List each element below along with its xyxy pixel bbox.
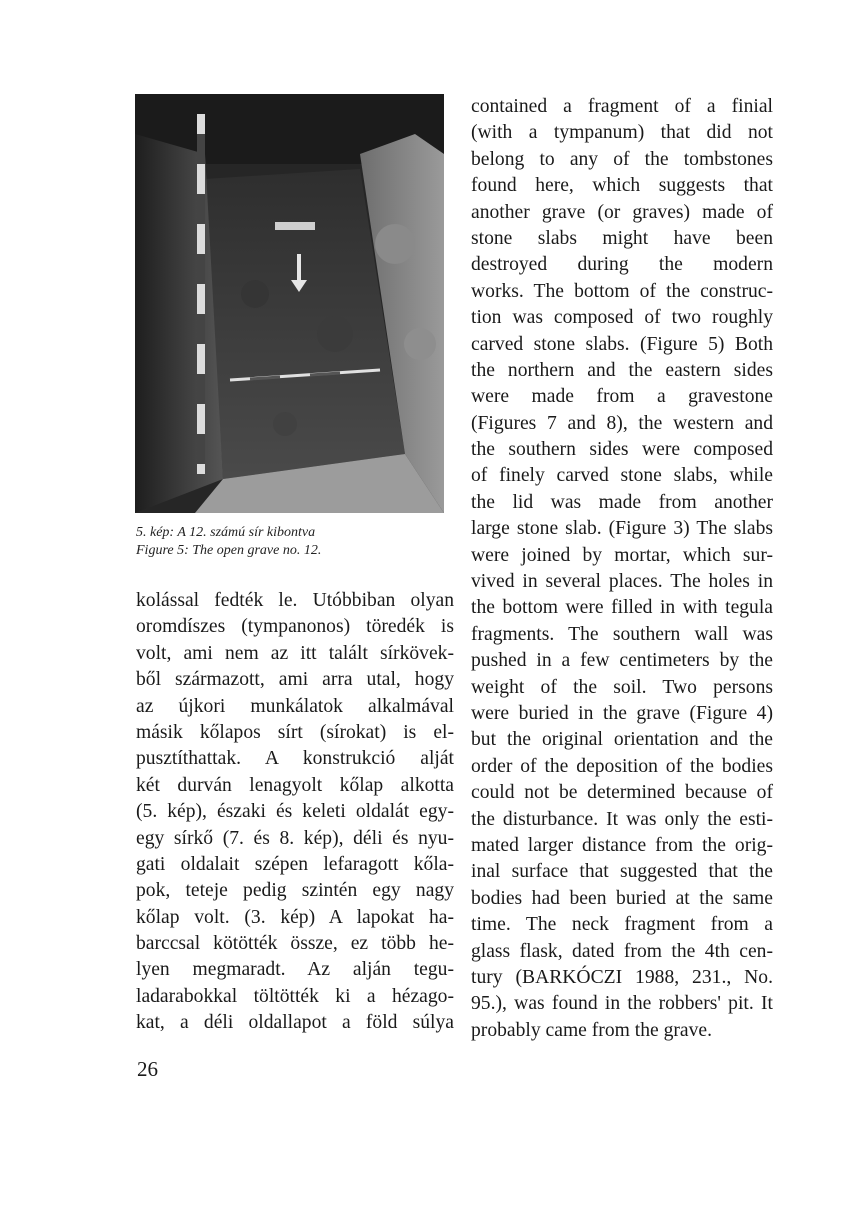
text-line: order of the deposition of the bodies <box>471 755 773 777</box>
text-line: were made from a gravestone <box>471 386 773 408</box>
text-line: stone slabs might have been <box>471 227 773 249</box>
text-line: pushed in a few centimeters by the <box>471 650 773 672</box>
text-line: but the original orientation and the <box>471 729 773 751</box>
text-line: az újkori munkálatok alkalmával <box>136 695 454 717</box>
text-line: mated larger distance from the orig- <box>471 834 773 856</box>
text-line: were buried in the grave (Figure 4) <box>471 702 773 724</box>
text-line: the bottom were filled in with tegula <box>471 597 773 619</box>
text-line: egy sírkő (7. és 8. kép), déli és nyu- <box>136 827 454 849</box>
page-number: 26 <box>137 1057 158 1081</box>
text-line: destroyed during the modern <box>471 254 773 276</box>
text-line: kőlap volt. (3. kép) A lapokat ha- <box>136 906 454 928</box>
text-line: lyen megmaradt. Az alján tegu- <box>136 959 454 981</box>
text-line: the southern sides were composed <box>471 439 773 461</box>
caption-hungarian: 5. kép: A 12. számú sír kibontva <box>136 525 316 540</box>
text-line: bodies had been buried at the same <box>471 887 773 909</box>
text-line: contained a fragment of a finial <box>471 96 773 117</box>
text-line: glass flask, dated from the 4th cen- <box>471 940 773 962</box>
text-line: kolással fedték le. Utóbbiban olyan <box>136 590 454 611</box>
text-line: oromdíszes (tympanonos) töredék is <box>136 616 454 638</box>
text-line: the disturbance. It was only the esti- <box>471 808 773 830</box>
grave-photo <box>135 94 444 513</box>
text-line: fragments. The southern wall was <box>471 623 773 645</box>
figure-caption <box>136 524 456 560</box>
text-line: két durván lenagyolt kőlap alkotta <box>136 774 454 796</box>
left-text-column <box>136 588 454 1037</box>
caption-english: Figure 5: The open grave no. 12. <box>136 543 322 558</box>
text-line: gati oldalait szépen lefaragott kőla- <box>136 853 454 875</box>
text-line: ből származott, ami arra utal, hogy <box>136 669 454 691</box>
measuring-rod <box>197 114 205 474</box>
text-line: the northern and the eastern sides <box>471 359 773 381</box>
text-line: ladarabokkal töltötték ki a hézago- <box>136 985 454 1007</box>
text-line: found here, which suggests that <box>471 175 773 197</box>
text-line: inal surface that suggested that the <box>471 861 773 883</box>
text-line: belong to any of the tombstones <box>471 148 773 170</box>
text-line: pusztíthattak. A konstrukció alját <box>136 748 454 770</box>
text-line: 95.), was found in the robbers' pit. It <box>471 993 773 1015</box>
text-line: tion was composed of two roughly <box>471 307 773 329</box>
text-line: were joined by mortar, which sur- <box>471 544 773 566</box>
right-text-column <box>471 94 773 1044</box>
text-line: kat, a déli oldallapot a föld súlya <box>136 1012 454 1034</box>
text-line: vived in several places. The holes in <box>471 571 773 593</box>
text-line: (5. kép), északi és keleti oldalát egy- <box>136 801 454 823</box>
text-line: barccsal kötötték össze, ez több he- <box>136 933 454 955</box>
text-line: probably came from the grave. <box>471 1019 713 1041</box>
text-line: pok, teteje pedig szintén egy nagy <box>136 880 454 902</box>
text-line: másik kőlapos sírt (sírokat) is el- <box>136 721 454 743</box>
text-line: weight of the soil. Two persons <box>471 676 773 698</box>
text-line: (with a tympanum) that did not <box>471 122 773 144</box>
text-line: (Figures 7 and 8), the western and <box>471 412 773 434</box>
text-line: large stone slab. (Figure 3) The slabs <box>471 518 773 540</box>
text-line: could not be determined because of <box>471 782 773 804</box>
text-line: the lid was made from another <box>471 491 773 513</box>
grave-photo-illustration <box>135 94 444 513</box>
text-line: of finely carved stone slabs, while <box>471 465 773 487</box>
text-line: works. The bottom of the construc- <box>471 280 773 302</box>
text-line: tury (BARKÓCZI 1988, 231., No. <box>471 966 773 988</box>
text-line: another grave (or graves) made of <box>471 201 773 223</box>
text-line: carved stone slabs. (Figure 5) Both <box>471 333 773 355</box>
text-line: volt, ami nem az itt talált sírkövek- <box>136 642 454 664</box>
text-line: time. The neck fragment from a <box>471 914 773 936</box>
